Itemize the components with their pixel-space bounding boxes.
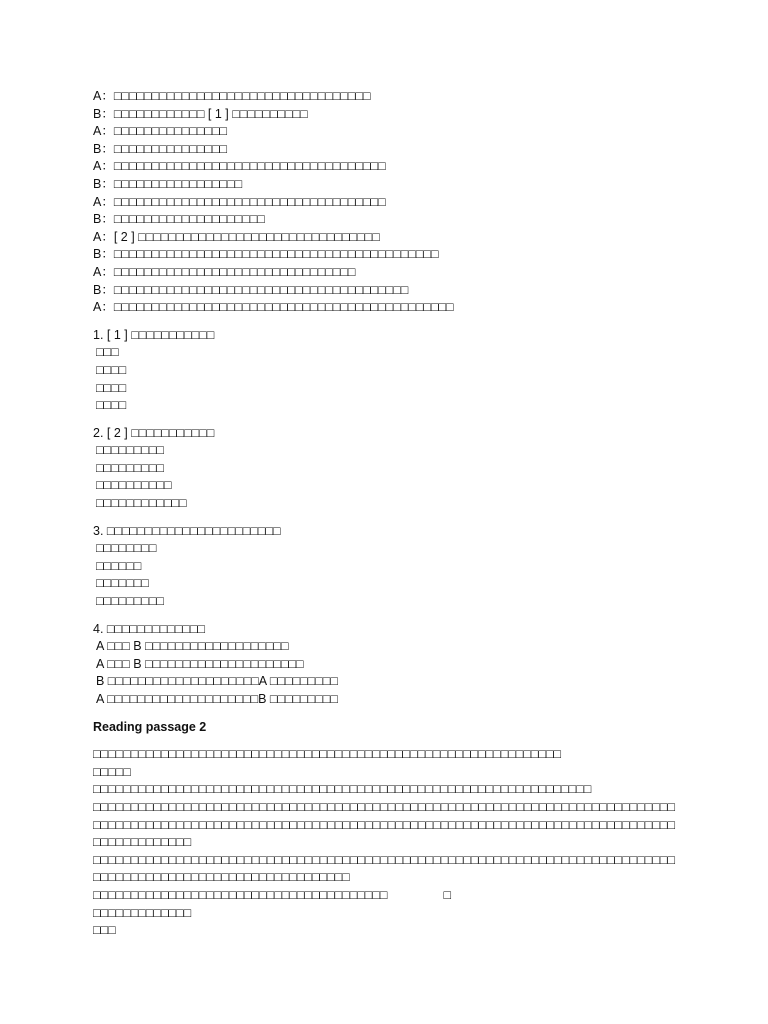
answer-option[interactable]: □□□□ [96,380,127,395]
question-3 [93,523,675,611]
passage-text: □□□□□□□□□□□□□□□□□□□□□□□□□□□□□□□□□□□□□□□ [93,887,388,902]
dialogue-line: A：□□□□□□□□□□□□□□□□□□□□□□□□□□□□□□□□□□ [93,89,371,103]
dialogue-line: A：□□□□□□□□□□□□□□□□□□□□□□□□□□□□□□□□ [93,264,356,279]
document-content [93,88,675,940]
answer-option[interactable]: □□□□□□□□□□ [96,478,172,493]
passage-text: □ [443,887,452,902]
dialogue-line: B：□□□□□□□□□□□□ [ 1 ] □□□□□□□□□□ [93,106,308,121]
answer-option[interactable]: □□□□□□□□ [96,541,157,556]
question-2 [93,425,675,513]
answer-option[interactable]: □□□□□□□□□ [96,460,164,475]
answer-option[interactable]: A □□□ B □□□□□□□□□□□□□□□□□□□□□ [96,656,304,671]
answer-option[interactable]: □□□ [96,345,119,360]
passage-paragraph: □□□□□□□□□□□□□□□□□□□□□□□□□□□□□□□□□□□□□□□□□□□□□□□□□□□□□□□□□□□□□□ [93,747,562,762]
dialogue-block [93,88,675,317]
dialogue-line: B：□□□□□□□□□□□□□□□ [93,141,228,156]
answer-option[interactable]: □□□□ [96,362,127,377]
answer-option[interactable]: B □□□□□□□□□□□□□□□□□□□□A □□□□□□□□□ [96,674,338,689]
answer-option[interactable]: A □□□□□□□□□□□□□□□□□□□□B □□□□□□□□□ [96,692,338,706]
answer-option[interactable]: □□□□□□□□□ [96,594,164,609]
dialogue-line: A：□□□□□□□□□□□□□□□ [93,124,228,139]
passage-paragraph: □□□□□□□□□□□□□ [93,905,192,920]
answer-option[interactable]: □□□□□□□ [96,576,149,591]
answer-option[interactable]: □□□□□□□□□□□□ [96,496,187,511]
passage-paragraph-with-blank [93,887,675,905]
passage-paragraph: □□□□□□□□□□□□□□□□□□□□□□□□□□□□□□□□□□□□□□□□□□□□□□□□□□□□□□□□□□□□□□□□□□□□□□□□□□□□□□□□□□□□□□□□□□□□□□□□□□□□□□□□□□□□□□□ [93,852,675,885]
passage-paragraph: □□□□□□□□□□□□□□□□□□□□□□□□□□□□□□□□□□□□□□□□□□□□□□□□□□□□□□□□□□□□□□□□□□□□□□□□□□□□□□□□□□□□□□□□□□□□□□□□□□□□□□□□□□□□□□□□□□□□□□□□□□□□□□□□□□□□□□□□□□□□□□□□□□□□□□□□□□□□□□□□□□□□□□□ [93,799,675,850]
dialogue-line: A：□□□□□□□□□□□□□□□□□□□□□□□□□□□□□□□□□□□□ [93,159,386,174]
passage-paragraph: □□□□□ [93,764,131,779]
passage-paragraph: □□□□□□□□□□□□□□□□□□□□□□□□□□□□□□□□□□□□□□□□□□□□□□□□□□□□□□□□□□□□□□□□□□ [93,782,592,797]
dialogue-line: B：□□□□□□□□□□□□□□□□□□□□□□□□□□□□□□□□□□□□□□□ [93,282,409,297]
question-title: 3. □□□□□□□□□□□□□□□□□□□□□□□ [93,523,281,538]
question-4 [93,621,675,709]
reading-passage [93,746,675,940]
dialogue-line: A：[ 2 ] □□□□□□□□□□□□□□□□□□□□□□□□□□□□□□□□ [93,229,380,244]
dialogue-line: A：□□□□□□□□□□□□□□□□□□□□□□□□□□□□□□□□□□□□ [93,194,386,209]
passage-paragraph: □□□ [93,923,116,938]
question-1 [93,327,675,415]
dialogue-line: B：□□□□□□□□□□□□□□□□□□□□ [93,212,265,227]
answer-option[interactable]: A □□□ B □□□□□□□□□□□□□□□□□□□ [96,639,289,654]
section-heading: Reading passage 2 [93,719,207,734]
answer-option[interactable]: □□□□ [96,398,127,413]
question-title: 1. [ 1 ] □□□□□□□□□□□ [93,327,215,342]
dialogue-line: B：□□□□□□□□□□□□□□□□□ [93,176,243,191]
answer-option[interactable]: □□□□□□□□□ [96,443,164,458]
dialogue-line: A：□□□□□□□□□□□□□□□□□□□□□□□□□□□□□□□□□□□□□□□□□□□□□ [93,300,454,315]
answer-option[interactable]: □□□□□□ [96,558,142,573]
dialogue-line: B：□□□□□□□□□□□□□□□□□□□□□□□□□□□□□□□□□□□□□□□□□□□ [93,247,439,262]
question-title: 4. □□□□□□□□□□□□□ [93,621,206,636]
question-title: 2. [ 2 ] □□□□□□□□□□□ [93,425,215,440]
